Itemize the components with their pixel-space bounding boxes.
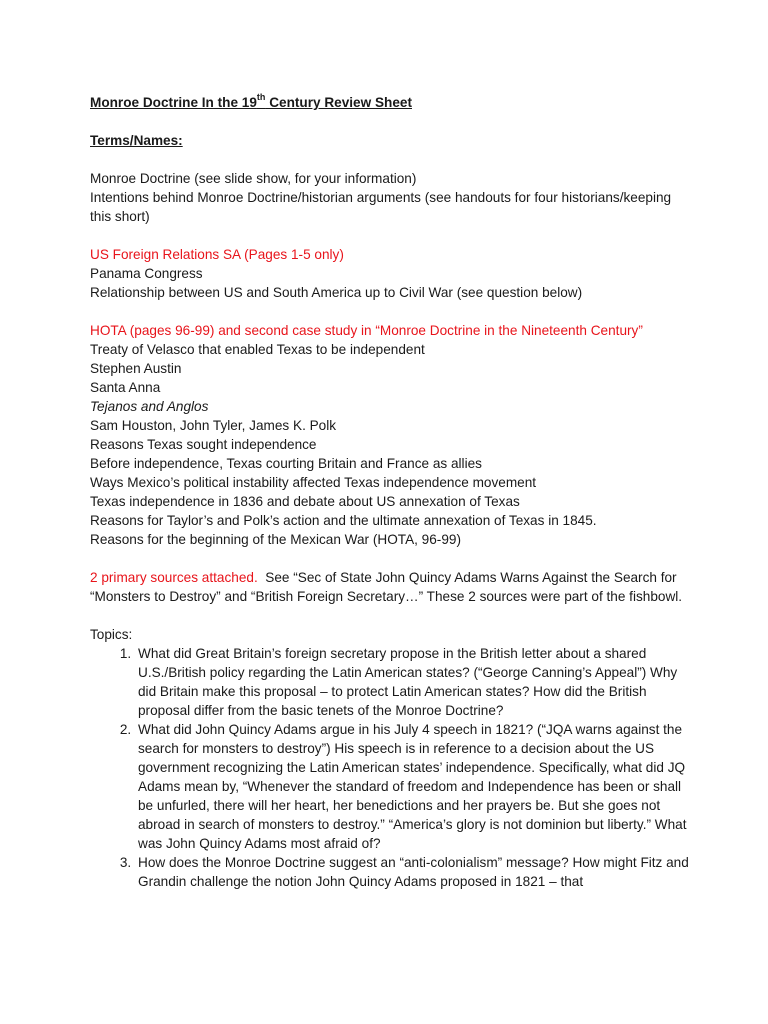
term-item: Reasons for Taylor’s and Polk’s action and the ultimate annexation of Texas in 1845. — [90, 513, 597, 528]
term-item: Before independence, Texas courting Britain and France as allies — [90, 456, 482, 471]
terms-heading: Terms/Names: — [90, 133, 183, 148]
primary-sources-label: 2 primary sources attached. — [90, 570, 258, 585]
section-heading: US Foreign Relations SA (Pages 1-5 only) — [90, 247, 344, 262]
document-title: Monroe Doctrine In the 19th Century Review Sheet — [90, 92, 412, 110]
primary-sources-text: See “Sec of State John Quincy Adams Warns Against the Search for “Monsters to Destroy” and “British Foreign Secretary…” These 2 sources were part of the fishbowl. — [90, 570, 683, 604]
term-item: Reasons for the beginning of the Mexican War (HOTA, 96-99) — [90, 532, 461, 547]
section-heading: HOTA (pages 96-99) and second case study in “Monroe Doctrine in the Nineteenth Century” — [90, 323, 643, 338]
document-body — [90, 93, 690, 891]
term-item: Ways Mexico’s political instability affected Texas independence movement — [90, 475, 537, 490]
term-item: Panama Congress — [90, 266, 203, 281]
term-item: Sam Houston, John Tyler, James K. Polk — [90, 418, 337, 433]
term-item: Monroe Doctrine (see slide show, for your information) — [90, 171, 417, 186]
term-item: Intentions behind Monroe Doctrine/historian arguments (see handouts for four historians/keeping this short) — [90, 190, 672, 224]
term-item: Santa Anna — [90, 380, 161, 395]
topic-item: 3. How does the Monroe Doctrine suggest an “anti-colonialism” message? How might Fitz and Grandin challenge the notion John Quincy Adams proposed in 1821 – that — [135, 853, 690, 891]
section-us-foreign-relations — [90, 245, 690, 302]
topic-item: 1. What did Great Britain’s foreign secretary propose in the British letter about a shared U.S./British policy regarding the Latin American states? (“George Canning’s Appeal”) Why did Britain make this proposal – to protect Latin American states? How did the British proposal differ from the basic tenets of the Monroe Doctrine? — [135, 644, 690, 720]
term-item: Tejanos and Anglos — [90, 399, 209, 414]
topic-item: 2. What did John Quincy Adams argue in his July 4 speech in 1821? (“JQA warns against the search for monsters to destroy”) His speech is in reference to a decision about the US government recognizing the Latin American states’ independence. Specifically, what did JQ Adams mean by, “Whenever the standard of freedom and Independence has been or shall be unfurled, there will her heart, her benedictions and her prayers be. But she goes not abroad in search of monsters to destroy.” “America’s glory is not dominion but liberty.” What was John Quincy Adams most afraid of? — [135, 720, 690, 853]
primary-sources-note — [90, 568, 690, 606]
term-item: Reasons Texas sought independence — [90, 437, 317, 452]
topics-heading: Topics: — [90, 627, 133, 642]
term-item: Stephen Austin — [90, 361, 182, 376]
topics-section — [90, 625, 690, 891]
term-item: Treaty of Velasco that enabled Texas to be independent — [90, 342, 425, 357]
term-item: Texas independence in 1836 and debate about US annexation of Texas — [90, 494, 520, 509]
term-item: Relationship between US and South America up to Civil War (see question below) — [90, 285, 583, 300]
topics-list — [90, 644, 690, 891]
section-monroe-doctrine — [90, 169, 690, 226]
section-hota — [90, 321, 690, 549]
